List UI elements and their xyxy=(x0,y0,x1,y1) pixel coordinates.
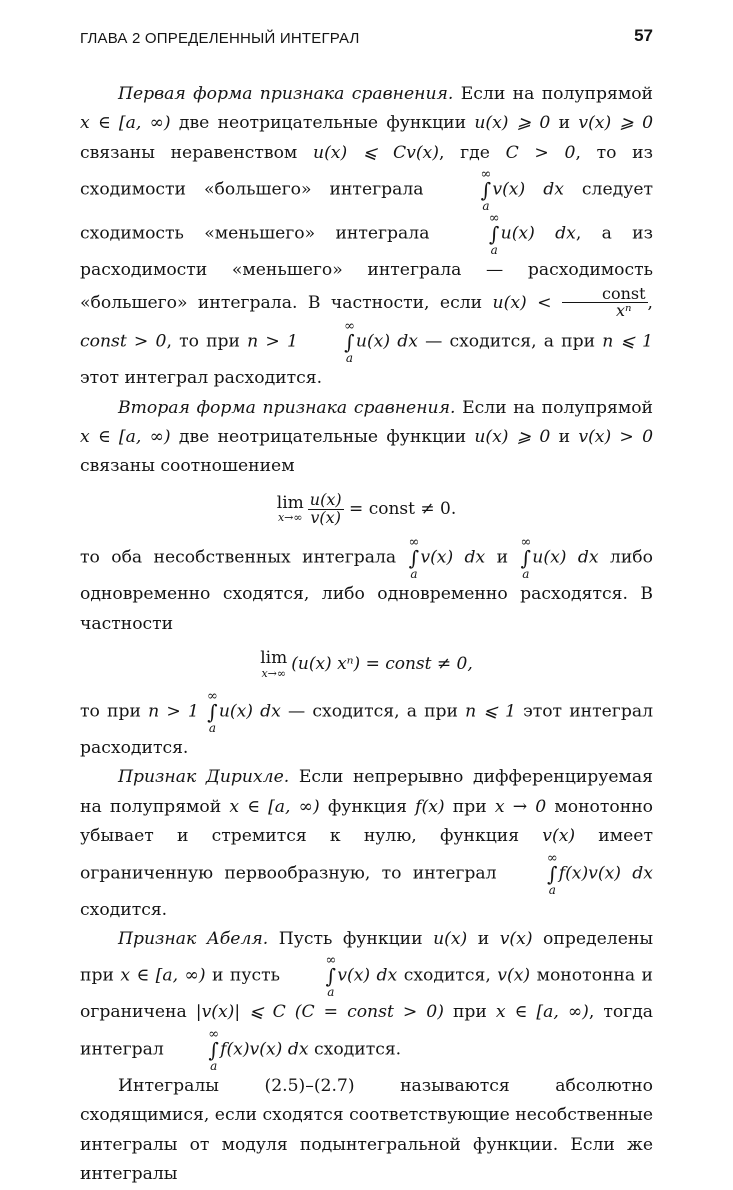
integral-sign: ∞ ∫ a xyxy=(546,850,558,897)
page-body xyxy=(80,80,653,1190)
page-header xyxy=(80,26,653,54)
paragraph-comparison-2-end: то при n > 1 ∞ ∫ a u(x) dx — сходится, а при n ⩽ 1 этот интеграл расходится. xyxy=(80,689,653,759)
integral-sign: ∞ ∫ a xyxy=(344,319,355,366)
page-number: 57 xyxy=(634,26,653,45)
display-equation-limit-ratio: lim x→∞ $\frac{u(x)}{v(x)}$ = const ≠ 0. xyxy=(276,489,457,527)
integral-sign: ∞ ∫ a xyxy=(207,689,218,736)
heading-comparison-1: Первая форма признака сравнения. xyxy=(118,84,454,104)
integral-sign: ∞ ∫ a xyxy=(488,211,500,258)
integral-sign: ∞ ∫ a xyxy=(208,1026,220,1073)
integral-sign: ∞ ∫ a xyxy=(325,953,337,1000)
paragraph-abel: Признак Абеля. Пусть функции u(x) и v(x) определены при x ∈ [a, ∞) и пусть ∞ ∫ a v(x) dx сходится, v(x) монотонна и ограничена |v(x)| ⩽ C (C = const > 0) при x ∈ [a, ∞), тогда интеграл ∞ ∫ a f(x)v(x) dx сходится. xyxy=(80,929,654,1073)
fraction-u-over-v: $\frac{u(x)}{v(x)}$ xyxy=(309,489,342,527)
paragraph-comparison-2: Вторая форма признака сравнения. Если на полупрямой x ∈ [a, ∞) две неотрицательные функции u(x) ⩾ 0 и v(x) > 0 связаны соотношением xyxy=(80,397,654,477)
heading-dirichlet: Признак Дирихле. xyxy=(118,767,290,788)
integral-sign: ∞ ∫ a xyxy=(408,535,420,582)
paragraph-absolute-convergence: Интегралы (2.5)–(2.7) называются абсолютно сходящимися, если сходятся соответствующие несобственные интегралы от модуля подынтегральной функции. Если же интегралы xyxy=(80,1075,653,1185)
heading-abel: Признак Абеля. xyxy=(118,929,269,950)
integral-sign: ∞ ∫ a xyxy=(520,535,532,582)
paragraph-comparison-2-cont: то оба несобственных интеграла ∞ ∫ a v(x) dx и ∞ ∫ a u(x) dx либо одновременно сходятся, либо одновременно расходятся. В частности xyxy=(80,535,653,634)
paragraph-comparison-1: Первая форма признака сравнения. Если на полупрямой x ∈ [a, ∞) две неотрицательные функции u(x) ⩾ 0 и v(x) ⩾ 0 связаны неравенством u(x) ⩽ Cv(x), где C > 0, то из сходимости «большего» интеграла ∞ ∫ a v(x) dx следует сходимость «меньшего» интеграла ∞ ∫ a u(x) dx, а из расходимости «меньшего» интеграла — расходимость «большего» интеграла. В частности, если u(x) < $\frac{\text{const}}{\text{xⁿ}}$ , const > 0, то при n > 1 ∞ ∫ a u(x) dx — сходится, а при n ⩽ 1 этот интеграл расходится. xyxy=(80,84,654,389)
heading-comparison-2: Вторая форма признака сравнения. xyxy=(118,397,456,418)
fraction-const-xn: $\frac{\text{const}}{\text{xⁿ}}$ xyxy=(562,286,648,321)
paragraph-dirichlet: Признак Дирихле. Если непрерывно дифференцируемая на полупрямой x ∈ [a, ∞) функция f(x) при x → 0 монотонно убывает и стремится к нулю, функция v(x) имеет ограниченную первообразную, то интеграл ∞ ∫ a f(x)v(x) dx сходится. xyxy=(80,767,653,920)
integral-sign: ∞ ∫ a xyxy=(480,167,492,214)
limit-operator: lim x→∞ xyxy=(260,648,288,680)
display-equation-limit-power: lim x→∞ (u(x) xⁿ) = const ≠ 0, xyxy=(260,648,473,680)
limit-operator: lim x→∞ xyxy=(276,492,304,525)
chapter-title: ГЛАВА 2 ОПРЕДЕЛЕННЫЙ ИНТЕГРАЛ xyxy=(80,30,360,47)
